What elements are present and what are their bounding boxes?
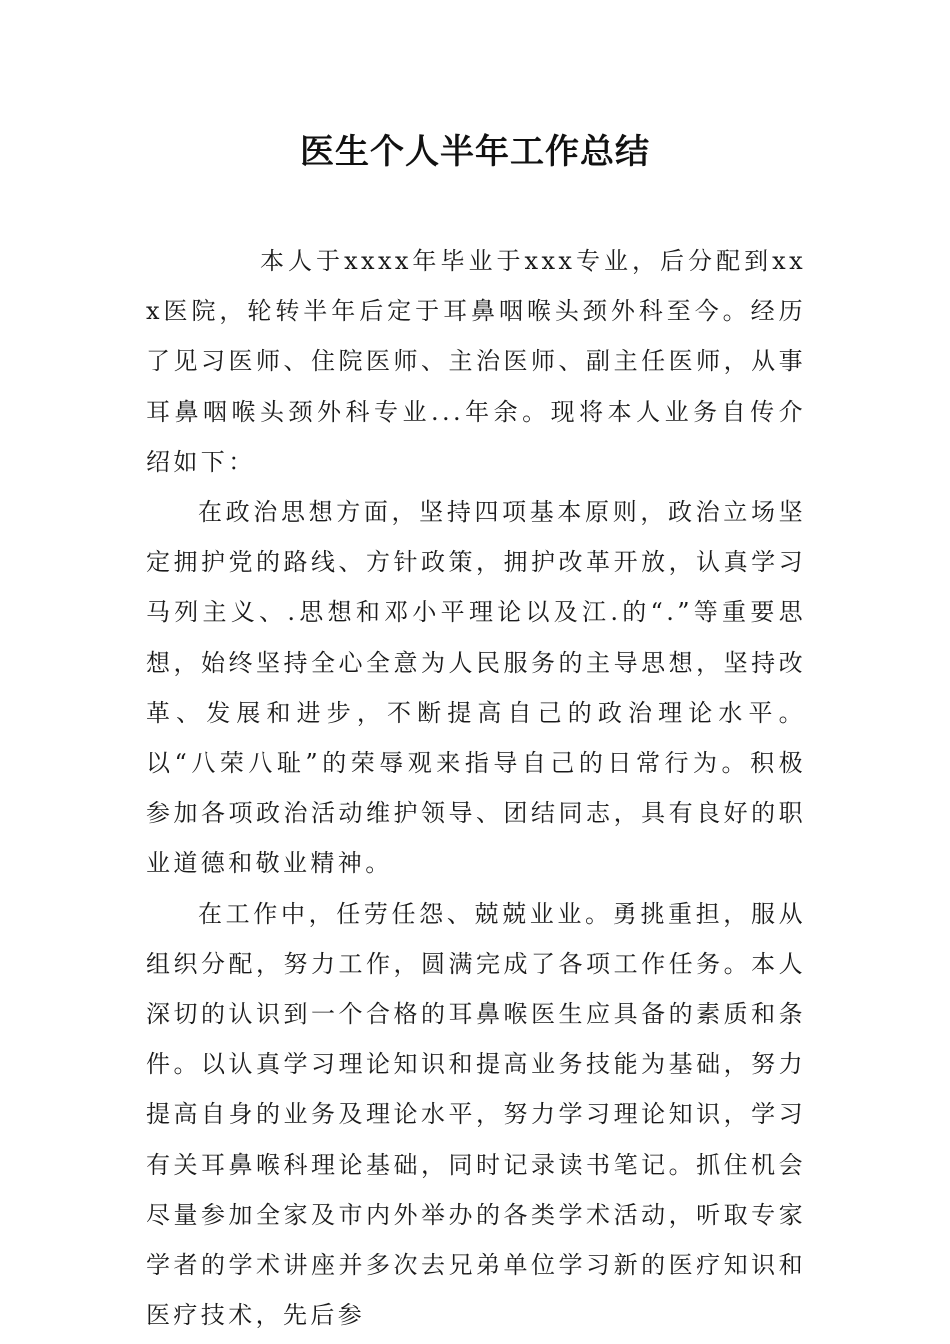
paragraph-intro: 本人于xxxx年毕业于xxx专业，后分配到xxx医院，轮转半年后定于耳鼻咽喉头颈外科至今。经历了见习医师、住院医师、主治医师、副主任医师，从事耳鼻咽喉头颈外科专业...年余。现将本人业务自传介绍如下： [146, 247, 806, 476]
document-body [146, 236, 806, 1340]
paragraph-work: 在工作中，任劳任怨、兢兢业业。勇挑重担，服从组织分配，努力工作，圆满完成了各项工作任务。本人深切的认识到一个合格的耳鼻喉医生应具备的素质和条件。以认真学习理论知识和提高业务技能为基础，努力提高自身的业务及理论水平，努力学习理论知识，学习有关耳鼻喉科理论基础，同时记录读书笔记。抓住机会尽量参加全家及市内外举办的各类学术活动，听取专家学者的学术讲座并多次去兄弟单位学习新的医疗知识和医疗技术，先后参 [146, 899, 806, 1330]
document-title: 医生个人半年工作总结 [300, 132, 650, 172]
paragraph-political: 在政治思想方面，坚持四项基本原则，政治立场坚定拥护党的路线、方针政策，拥护改革开放，认真学习马列主义、.思想和邓小平理论以及江.的“.”等重要思想，始终坚持全心全意为人民服务的主导思想，坚持改革、发展和进步，不断提高自己的政治理论水平。以“八荣八耻”的荣辱观来指导自己的日常行为。积极参加各项政治活动维护领导、团结同志，具有良好的职业道德和敬业精神。 [146, 498, 806, 878]
